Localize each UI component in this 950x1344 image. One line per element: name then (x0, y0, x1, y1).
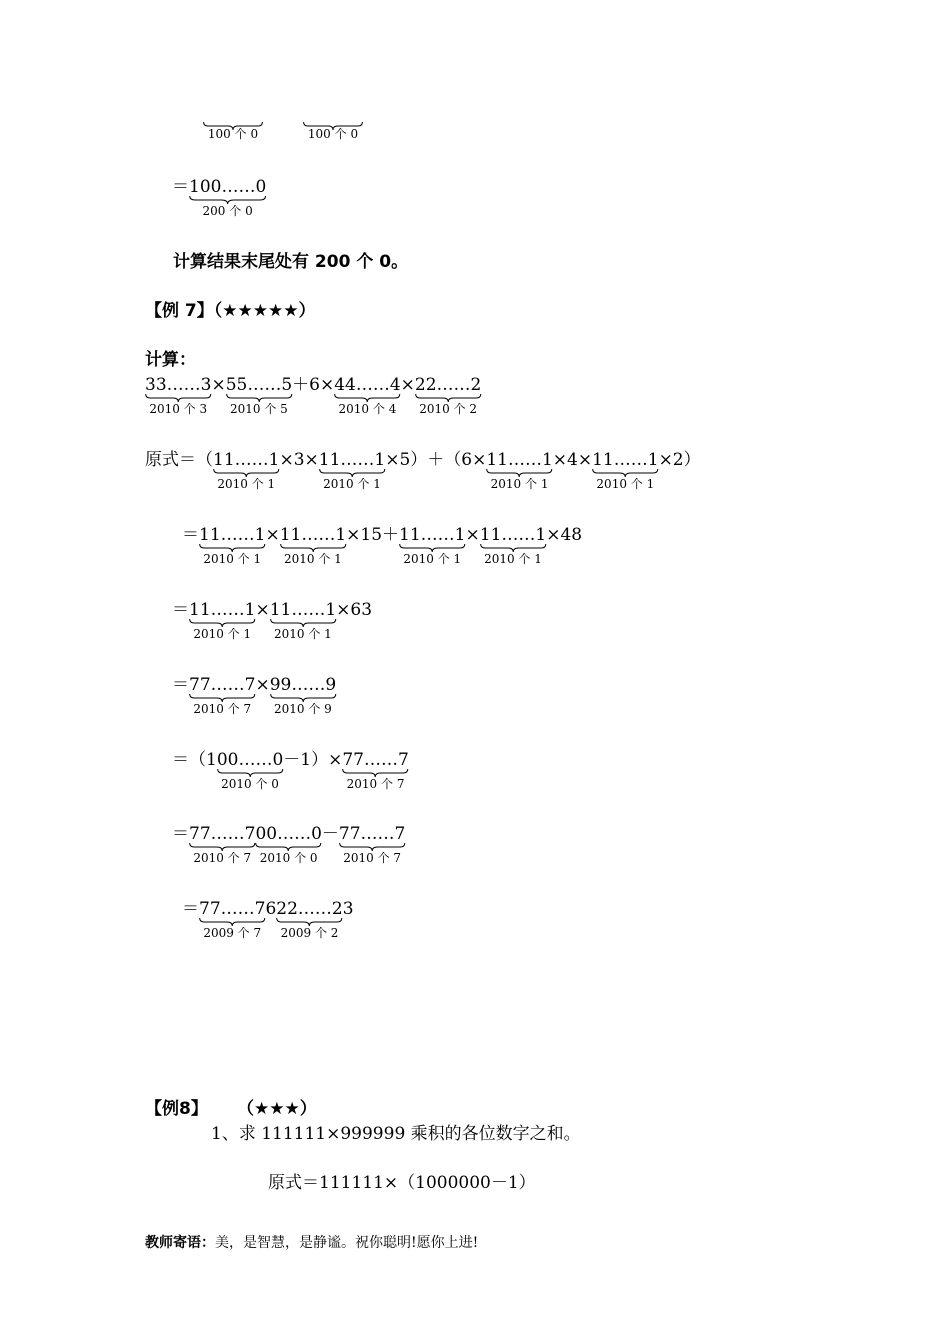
brace-count: 2009 个 7 (203, 926, 262, 940)
brace-count: 2010 个 9 (274, 702, 332, 716)
underbrace-term (279, 524, 347, 566)
term-digits: 11……1 (399, 525, 466, 545)
underbrace-term (342, 749, 409, 791)
underbrace-term (318, 449, 386, 491)
brace-count: 2010 个 1 (193, 627, 252, 641)
term-digits: 11……1 (486, 450, 553, 470)
text-part: × (465, 525, 480, 545)
brace-count: 200 个 0 (202, 204, 253, 218)
solution-step-5 (172, 749, 409, 791)
brace-count: 2010 个 1 (284, 552, 342, 566)
text-part: ×4× (552, 450, 593, 470)
brace-count: 100 个 0 (207, 127, 259, 141)
underbrace-term (189, 599, 256, 641)
term-digits: 11……1 (189, 600, 256, 620)
example-8-formula: 原式＝111111×（1000000－1） (268, 1173, 536, 1193)
brace-count: 2010 个 2 (419, 402, 478, 416)
term-digits: 77……7 (199, 899, 266, 919)
text-part: ×63 (336, 600, 373, 620)
underbrace-term (592, 449, 659, 491)
underbrace-term (479, 524, 547, 566)
text-part: × (265, 525, 280, 545)
underbrace-term (269, 599, 337, 641)
underbrace-term (269, 674, 337, 716)
term-digits: 11……1 (213, 450, 280, 470)
solution-step-7 (182, 898, 354, 940)
term-digits: 77……7 (189, 675, 256, 695)
term-digits: 77……7 (338, 824, 406, 844)
underbrace-term (145, 374, 212, 416)
brace-count: 2010 个 5 (230, 402, 288, 416)
term-digits: 11……1 (479, 525, 547, 545)
underbrace-term (199, 524, 266, 566)
term-digits: 11……1 (199, 525, 266, 545)
brace-count: 2009 个 2 (280, 926, 339, 940)
brace-count: 2010 个 1 (484, 552, 542, 566)
solution-step-3 (172, 599, 373, 641)
text-part: ＝ (172, 600, 189, 620)
brace-count: 2010 个 1 (274, 627, 332, 641)
text-part: ×2） (658, 450, 701, 470)
text-part: ×5）＋（6× (385, 450, 487, 470)
example-7-header: 【例 7】（★★★★★） (145, 301, 316, 321)
brace-count: 2010 个 1 (490, 477, 549, 491)
term-digits: 33……3 (145, 375, 212, 395)
underbrace-term (216, 749, 284, 791)
brace-count: 2010 个 4 (338, 402, 397, 416)
operator: ＋6× (292, 375, 335, 395)
text-part: × (255, 600, 270, 620)
term-digits: 100……0 (189, 177, 267, 197)
equation-200-zeros (172, 176, 267, 218)
text-part: ×48 (546, 525, 583, 545)
brace-count: 2010 个 0 (259, 851, 318, 865)
brace-count: 2010 个 3 (149, 402, 208, 416)
underbrace-term (189, 176, 267, 218)
underbrace-term (199, 898, 266, 940)
term-digits: 00……0 (216, 750, 284, 770)
teacher-message-text: 美，是智慧，是静谧。祝你聪明!愿你上进! (215, 1235, 479, 1251)
underbrace-term (414, 374, 482, 416)
calc-label: 计算： (145, 350, 196, 370)
text-part: ＝ (172, 824, 189, 844)
solution-step-1 (145, 449, 701, 491)
operator: × (211, 375, 226, 395)
term-digits: 11……1 (279, 525, 347, 545)
text-part: 原式＝（ (145, 450, 213, 470)
text-part: ×3× (279, 450, 319, 470)
eq-sign: ＝ (172, 177, 189, 197)
term-digits: 11……1 (592, 450, 659, 470)
text-part: × (255, 675, 270, 695)
term-digits: 00……0 (255, 824, 322, 844)
brace-count: 2010 个 1 (217, 477, 276, 491)
example-8-question: 1、求 111111×999999 乘积的各位数字之和。 (211, 1124, 581, 1144)
text-part: －1）× (283, 750, 343, 770)
teacher-message-label: 教师寄语： (145, 1235, 215, 1251)
text-part: 6 (265, 899, 277, 919)
term-digits: 99……9 (269, 675, 337, 695)
underbrace-term (255, 823, 322, 865)
solution-step-4 (172, 674, 337, 716)
brace-count: 2010 个 7 (343, 851, 402, 865)
problem-expression (145, 374, 482, 416)
brace-count: 100 个 0 (307, 127, 359, 141)
term-digits: 11……1 (269, 600, 337, 620)
text-part: － (321, 824, 339, 844)
text-part: ＝（1 (172, 750, 217, 770)
underbrace-term (276, 898, 343, 940)
solution-step-6 (172, 823, 406, 865)
brace-count: 2010 个 7 (193, 702, 252, 716)
underbrace-term (213, 449, 280, 491)
text-part: 3 (342, 899, 354, 919)
term-digits: 77……7 (189, 824, 256, 844)
brace-count: 2010 个 0 (221, 777, 279, 791)
underbrace-term (225, 374, 293, 416)
underbrace-term (334, 374, 401, 416)
underbrace-term (399, 524, 466, 566)
term-digits: 77……7 (342, 750, 409, 770)
term-digits: 22……2 (414, 375, 482, 395)
brace-count: 2010 个 1 (596, 477, 655, 491)
text-part: ＝ (182, 525, 199, 545)
underbrace-term (486, 449, 553, 491)
term-digits: 11……1 (318, 450, 386, 470)
term-digits: 55……5 (225, 375, 293, 395)
term-digits: 22……2 (276, 899, 343, 919)
example-8-stars: （★★★） (237, 1099, 317, 1119)
brace-count: 2010 个 1 (323, 477, 381, 491)
teacher-message (145, 1232, 478, 1254)
text-part: ＝ (182, 899, 199, 919)
text-part: ＝ (172, 675, 189, 695)
example-8-header: 【例8】 (145, 1099, 208, 1119)
term-digits: 44……4 (334, 375, 401, 395)
underbrace-term (338, 823, 406, 865)
brace-count: 2010 个 7 (193, 851, 252, 865)
operator: × (400, 375, 415, 395)
underbrace-term (189, 823, 256, 865)
brace-count: 2010 个 7 (346, 777, 405, 791)
solution-step-2 (182, 524, 583, 566)
brace-count: 2010 个 1 (403, 552, 462, 566)
brace-count: 2010 个 1 (203, 552, 262, 566)
text-part: ×15＋ (346, 525, 400, 545)
underbrace-term (189, 674, 256, 716)
conclusion-text: 计算结果末尾处有 200 个 0。 (173, 252, 409, 272)
